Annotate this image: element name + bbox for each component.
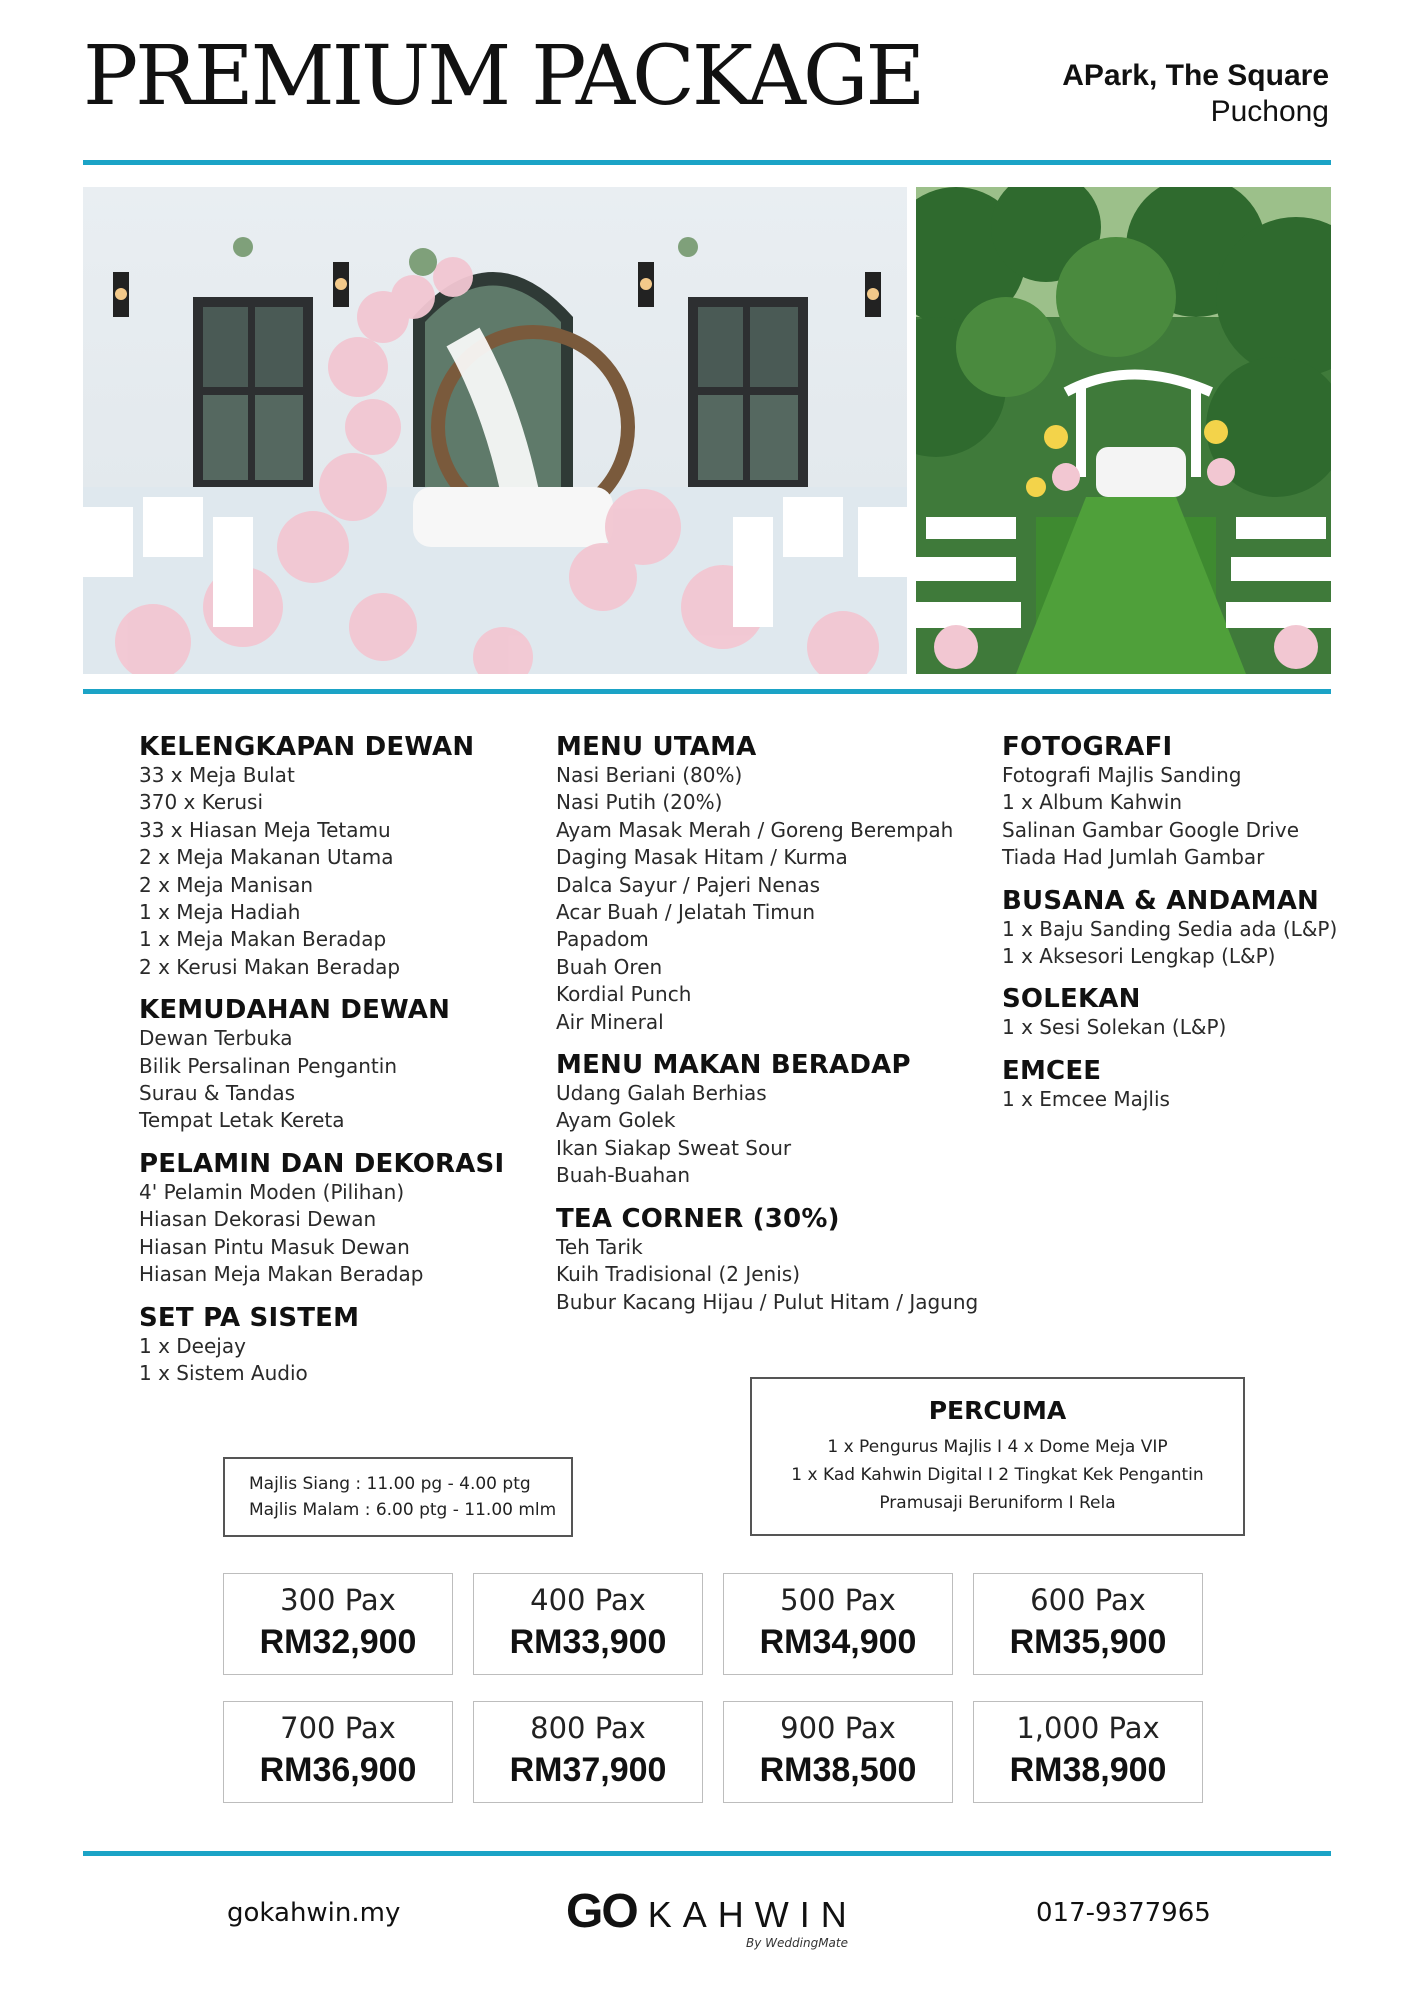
list-item: Fotografi Majlis Sanding xyxy=(1002,763,1242,787)
list-item: Papadom xyxy=(556,927,649,952)
package-price: RM33,900 xyxy=(509,1623,667,1661)
list-item: 4' Pelamin Moden (Pilihan) xyxy=(139,1179,405,1204)
pax-count: 300 Pax xyxy=(280,1583,396,1617)
event-hours-box xyxy=(223,1457,573,1537)
price-card-800 xyxy=(473,1701,703,1803)
bottom-divider xyxy=(83,1851,1331,1856)
package-price: RM32,900 xyxy=(259,1623,417,1661)
list-item: 33 x Meja Bulat xyxy=(139,763,295,787)
photo-garden-aisle xyxy=(916,187,1331,674)
list-item: Tiada Had Jumlah Gambar xyxy=(1002,845,1265,870)
venue-area: Puchong xyxy=(1210,95,1329,128)
list-item: 1 x Emcee Majlis xyxy=(1002,1086,1170,1111)
section-heading: MENU MAKAN BERADAP xyxy=(556,1050,911,1081)
section-heading: MENU UTAMA xyxy=(556,732,757,762)
package-price: RM38,500 xyxy=(759,1751,917,1789)
list-item: Dewan Terbuka xyxy=(139,1026,293,1051)
list-item: Surau & Tandas xyxy=(139,1081,296,1106)
list-item: Tempat Letak Kereta xyxy=(139,1108,345,1133)
page-title: PREMIUM PACKAGE xyxy=(83,29,923,124)
column-left xyxy=(139,732,504,1387)
price-card-500 xyxy=(723,1573,953,1675)
pax-count: 1,000 Pax xyxy=(1016,1711,1160,1745)
list-item: 1 x Sistem Audio xyxy=(139,1360,308,1385)
list-item: Kordial Punch xyxy=(556,982,692,1007)
section-heading: SET PA SISTEM xyxy=(139,1302,360,1333)
top-divider xyxy=(83,160,1331,165)
logo-go: GO xyxy=(566,1885,637,1938)
price-card-700 xyxy=(223,1701,453,1803)
package-price: RM38,900 xyxy=(1009,1751,1167,1789)
price-card-900 xyxy=(723,1701,953,1803)
venue-name: APark, The Square xyxy=(1062,59,1329,92)
price-card-400 xyxy=(473,1573,703,1675)
list-item: 1 x Album Kahwin xyxy=(1002,790,1183,815)
section-heading: FOTOGRAFI xyxy=(1002,732,1173,762)
pax-count: 800 Pax xyxy=(530,1711,646,1745)
price-card-1000 xyxy=(973,1701,1203,1803)
price-card-300 xyxy=(223,1573,453,1675)
list-item: Bilik Persalinan Pengantin xyxy=(139,1053,397,1078)
hours-night: Majlis Malam : 6.00 ptg - 11.00 mlm xyxy=(249,1500,557,1520)
list-item: Ayam Golek xyxy=(556,1108,676,1133)
list-item: 33 x Hiasan Meja Tetamu xyxy=(139,817,391,842)
pax-count: 400 Pax xyxy=(530,1583,646,1617)
package-price: RM36,900 xyxy=(259,1751,417,1789)
section-heading: KEMUDAHAN DEWAN xyxy=(139,995,451,1026)
list-item: Acar Buah / Jelatah Timun xyxy=(556,900,816,925)
pax-count: 600 Pax xyxy=(1030,1583,1146,1617)
list-item: 370 x Kerusi xyxy=(139,790,264,815)
list-item: Buah Oren xyxy=(556,954,663,979)
venue-block xyxy=(1062,58,1329,130)
list-item: 1 x Aksesori Lengkap (L&P) xyxy=(1002,944,1276,969)
free-items-box xyxy=(750,1377,1245,1536)
logo-tagline: By WeddingMate xyxy=(746,1936,848,1950)
list-item: 1 x Meja Hadiah xyxy=(139,900,301,925)
free-heading: PERCUMA xyxy=(928,1396,1067,1425)
free-line: 1 x Pengurus Majlis I 4 x Dome Meja VIP xyxy=(827,1437,1168,1457)
list-item: 1 x Deejay xyxy=(139,1333,246,1358)
list-item: Nasi Beriani (80%) xyxy=(556,763,743,787)
section-heading: TEA CORNER (30%) xyxy=(556,1203,840,1234)
list-item: Nasi Putih (20%) xyxy=(556,790,723,815)
pax-count: 500 Pax xyxy=(780,1583,896,1617)
phone-number[interactable]: 017-9377965 xyxy=(1036,1898,1211,1928)
price-card-600 xyxy=(973,1573,1203,1675)
list-item: Dalca Sayur / Pajeri Nenas xyxy=(556,872,820,897)
website-link[interactable]: gokahwin.my xyxy=(227,1898,401,1928)
section-heading: KELENGKAPAN DEWAN xyxy=(139,732,475,762)
list-item: 2 x Kerusi Makan Beradap xyxy=(139,954,401,979)
free-line: Pramusaji Beruniform I Rela xyxy=(879,1493,1116,1513)
column-middle xyxy=(556,732,978,1316)
list-item: Hiasan Meja Makan Beradap xyxy=(139,1262,424,1287)
list-item: 2 x Meja Makanan Utama xyxy=(139,845,394,870)
hours-day: Majlis Siang : 11.00 pg - 4.00 ptg xyxy=(249,1474,531,1494)
gokahwin-logo xyxy=(566,1884,866,1950)
list-item: 2 x Meja Manisan xyxy=(139,872,314,897)
section-heading: BUSANA & ANDAMAN xyxy=(1002,885,1319,916)
list-item: 1 x Meja Makan Beradap xyxy=(139,927,387,952)
list-item: Udang Galah Berhias xyxy=(556,1081,767,1106)
section-heading: EMCEE xyxy=(1002,1055,1102,1086)
column-right xyxy=(1002,732,1337,1113)
list-item: Bubur Kacang Hijau / Pulut Hitam / Jagung xyxy=(556,1289,979,1314)
list-item: Ayam Masak Merah / Goreng Berempah xyxy=(556,817,954,842)
list-item: Ikan Siakap Sweat Sour xyxy=(556,1135,792,1160)
section-heading: PELAMIN DAN DEKORASI xyxy=(139,1148,505,1179)
list-item: Hiasan Pintu Masuk Dewan xyxy=(139,1234,410,1259)
list-item: Buah-Buahan xyxy=(556,1163,691,1188)
list-item: Hiasan Dekorasi Dewan xyxy=(139,1207,377,1232)
free-line: 1 x Kad Kahwin Digital I 2 Tingkat Kek Pengantin xyxy=(791,1465,1204,1485)
list-item: Teh Tarik xyxy=(556,1234,643,1259)
list-item: 1 x Sesi Solekan (L&P) xyxy=(1002,1015,1227,1040)
pax-count: 700 Pax xyxy=(280,1711,396,1745)
list-item: 1 x Baju Sanding Sedia ada (L&P) xyxy=(1002,916,1338,941)
pax-count: 900 Pax xyxy=(780,1711,896,1745)
list-item: Daging Masak Hitam / Kurma xyxy=(556,845,848,870)
photo-pelamin-courtyard xyxy=(83,187,907,674)
section-heading: SOLEKAN xyxy=(1002,984,1141,1015)
mid-divider xyxy=(83,689,1331,694)
list-item: Air Mineral xyxy=(556,1009,664,1034)
list-item: Kuih Tradisional (2 Jenis) xyxy=(556,1262,800,1287)
package-price: RM35,900 xyxy=(1009,1623,1167,1661)
list-item: Salinan Gambar Google Drive xyxy=(1002,817,1300,842)
package-price: RM34,900 xyxy=(759,1623,917,1661)
logo-word: KAHWIN xyxy=(647,1894,858,1935)
package-price: RM37,900 xyxy=(509,1751,667,1789)
